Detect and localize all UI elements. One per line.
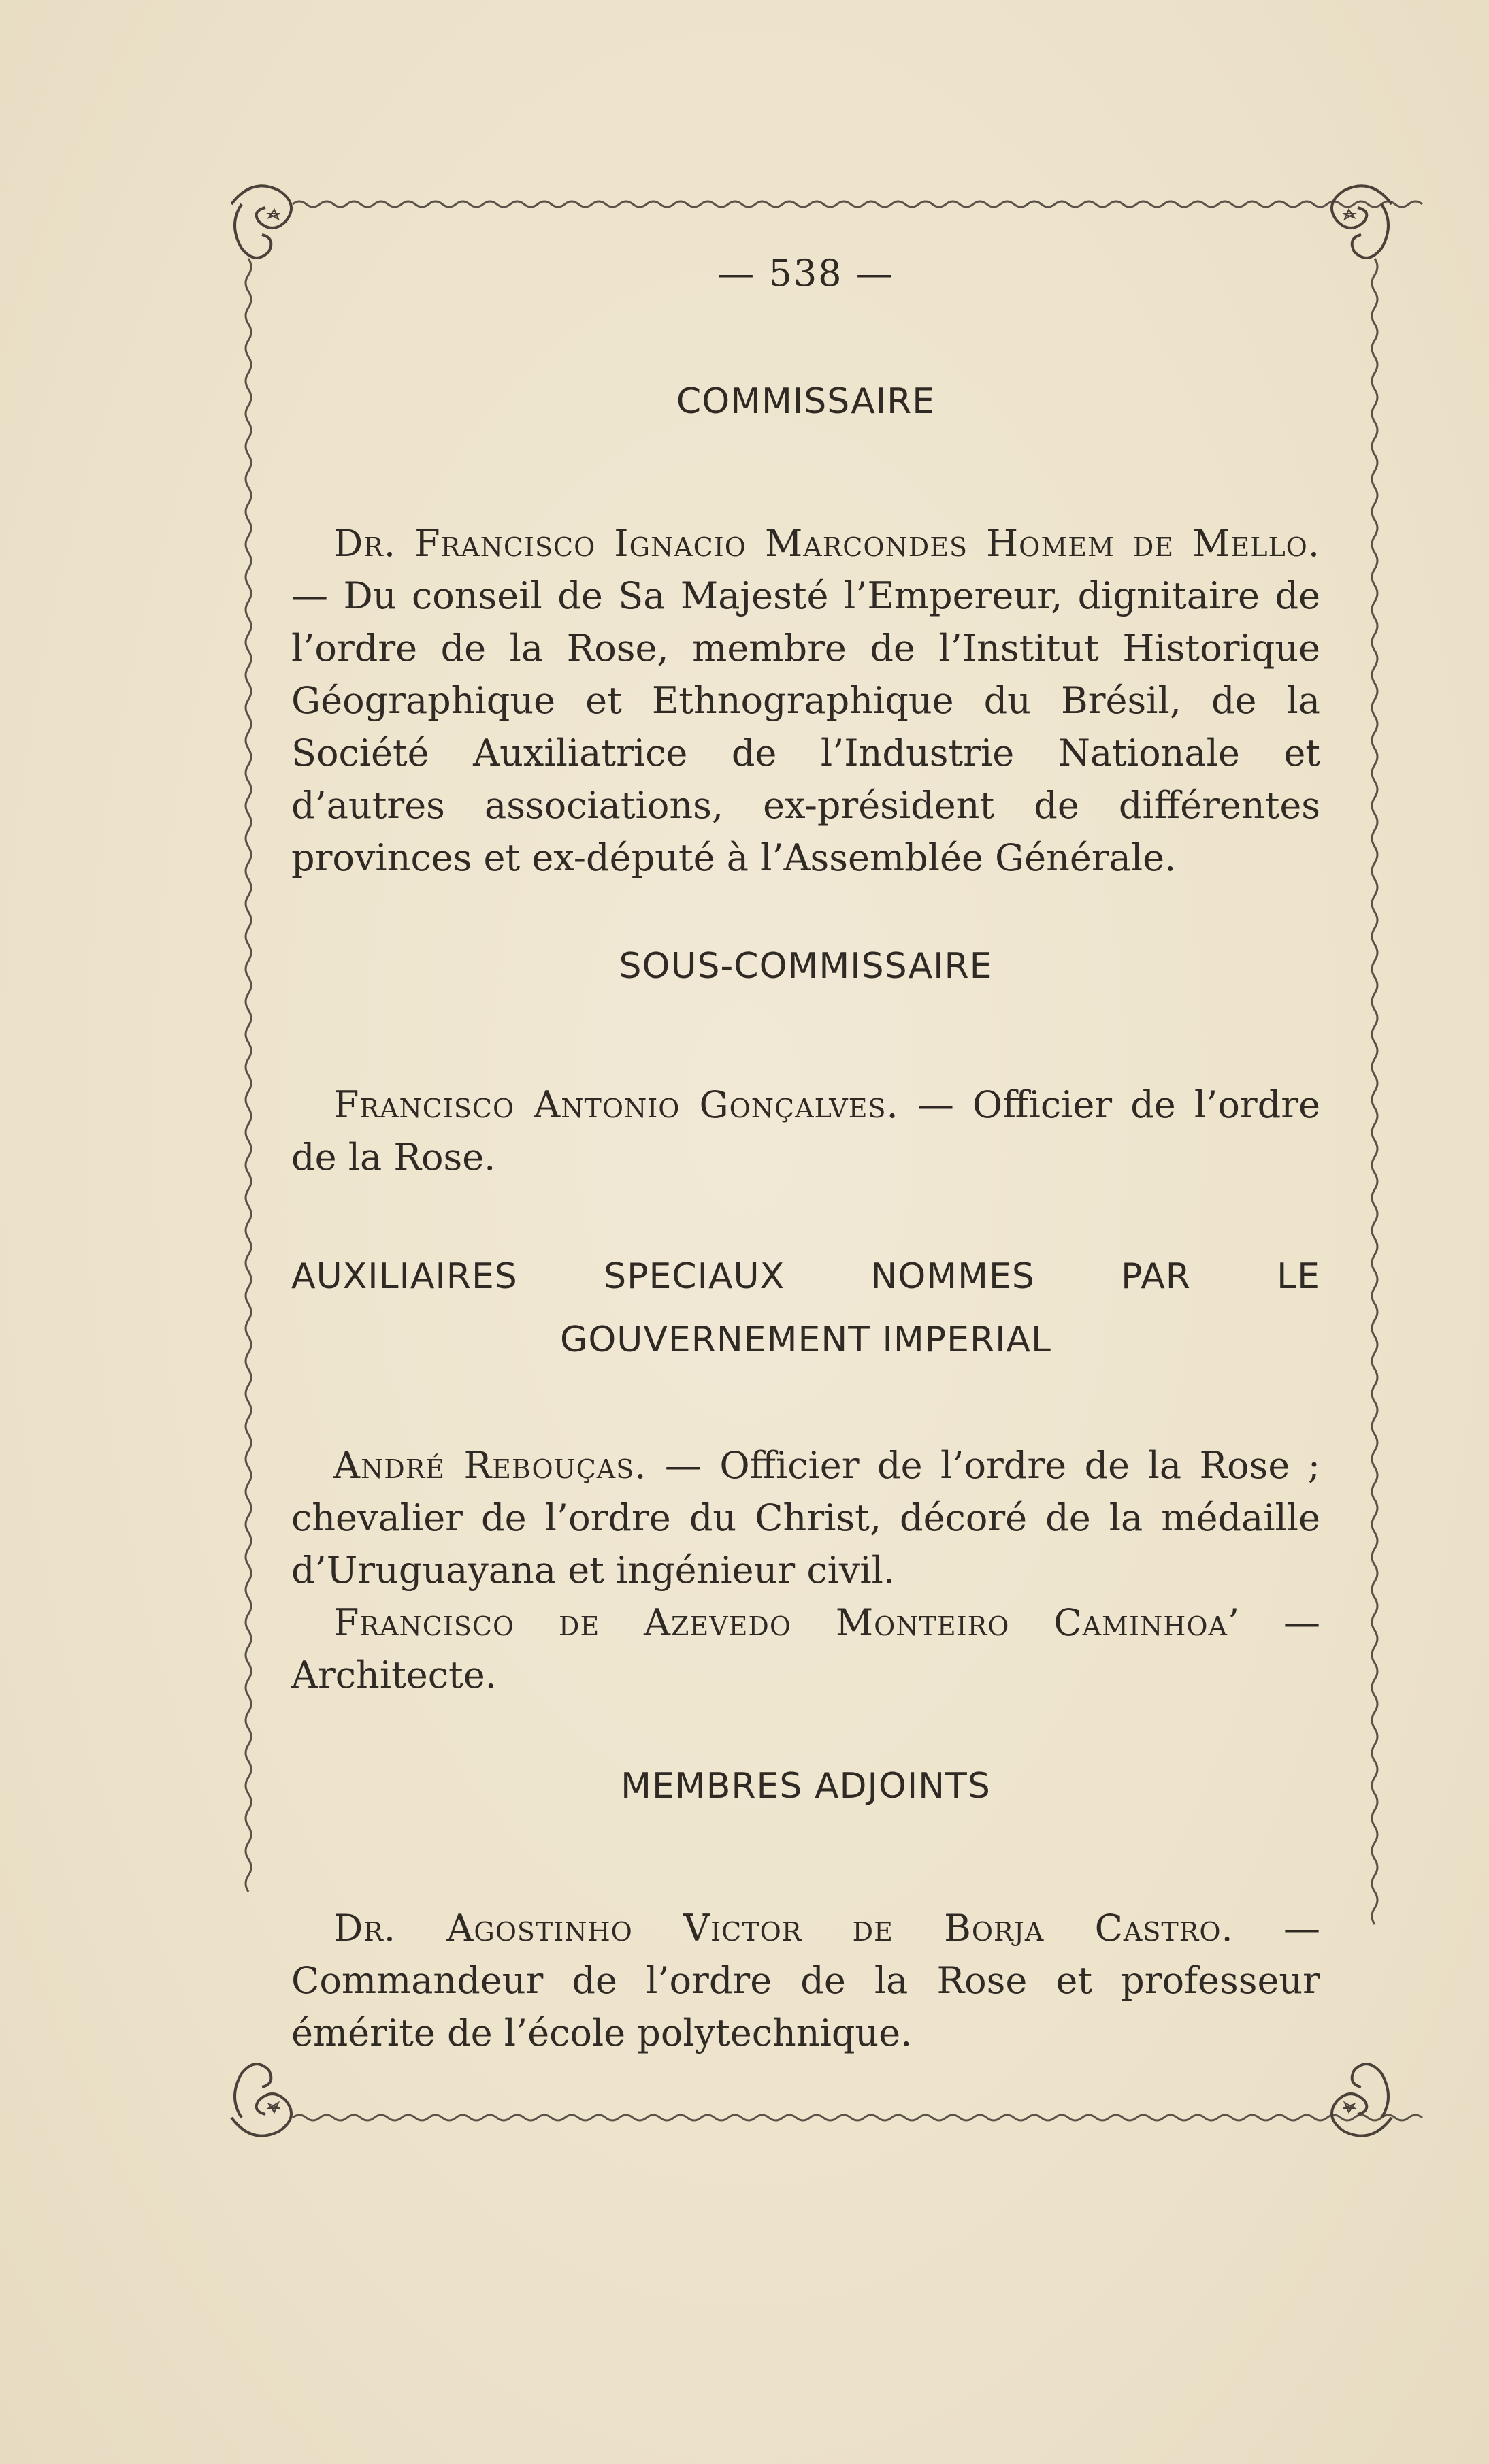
entry-goncalves — [291, 1079, 1320, 1183]
entry-name: André Rebouças. — [333, 1444, 647, 1487]
corner-ornament-bottom-left — [231, 2064, 291, 2136]
corner-ornament-top-left — [231, 186, 291, 258]
section-heading-sous-commissaire: SOUS-COMMISSAIRE — [619, 946, 993, 987]
page-content — [291, 204, 1320, 2109]
entry-caminhoa — [291, 1596, 1320, 1701]
entry-reboucas — [291, 1439, 1320, 1596]
border-bottom-line — [293, 2115, 1422, 2120]
entry-name: Francisco Antonio Gonçalves. — [333, 1083, 899, 1126]
entry-text: — Officier de l’ordre de la Rose ; chevalier de l’ordre du Christ, décoré de la médaille d’Uruguayana et ingénieur civil. — [291, 1444, 1320, 1592]
entry-homem-de-mello — [291, 517, 1320, 884]
entry-name: Dr. Francisco Ignacio Marcondes Homem de Mello. — [333, 522, 1320, 565]
entry-text: — Officier de l’ordre de la Rose. — [291, 1083, 1320, 1179]
entry-name: Francisco de Azevedo Monteiro Caminhoa’ — [333, 1601, 1241, 1644]
border-left-line — [246, 259, 251, 1892]
page-number: — 538 — — [717, 252, 894, 295]
corner-ornament-bottom-right — [1332, 2064, 1392, 2136]
border-right-line — [1372, 259, 1377, 1924]
corner-ornament-top-right — [1332, 186, 1392, 258]
entry-borja-castro — [291, 1902, 1320, 2059]
entry-text: — Commandeur de l’ordre de la Rose et professeur émérite de l’école polytechnique. — [291, 1907, 1320, 2054]
section-heading-commissaire: COMMISSAIRE — [676, 381, 936, 422]
entry-name: Dr. Agostinho Victor de Borja Castro. — [333, 1907, 1234, 1950]
entry-text: — Du conseil de Sa Majesté l’Empereur, dignitaire de l’ordre de la Rose, membre de l’Institut Historique Géographique et Ethnographique du Brésil, de la Société Auxiliatrice de l’Industrie Nationale et d’autres associations, ex-président de différentes provinces et ex-député à l’Assemblée Générale. — [291, 574, 1320, 879]
section-heading-membres-adjoints: MEMBRES ADJOINTS — [621, 1766, 991, 1807]
section-heading-auxiliaires: AUXILIAIRES SPECIAUX NOMMES PAR LE GOUVERNEMENT IMPERIAL — [291, 1256, 1320, 1360]
entry-text: — Architecte. — [291, 1601, 1320, 1696]
